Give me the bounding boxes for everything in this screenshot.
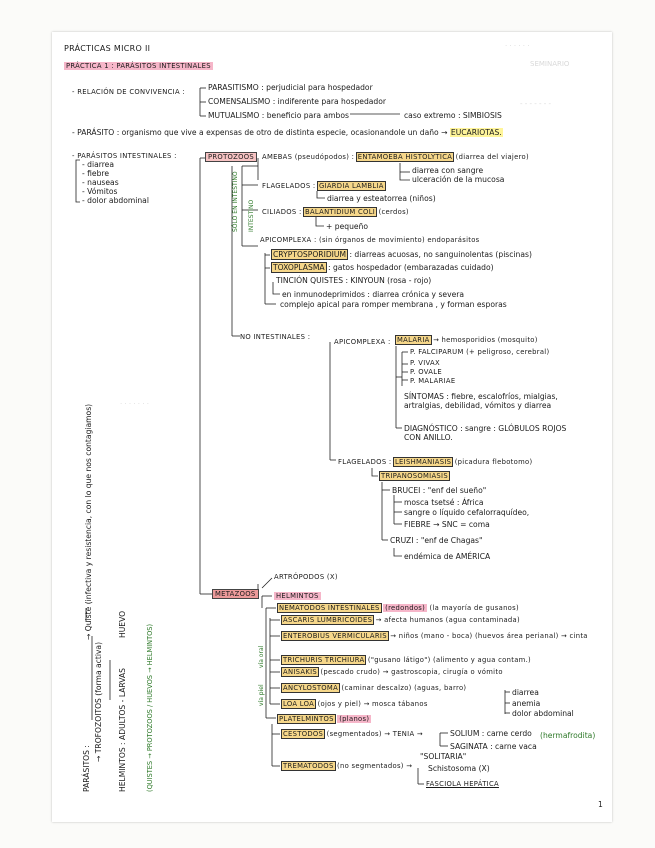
crypto-row: [272, 250, 532, 259]
brucei: BRUCEI : "enf del sueño": [392, 486, 487, 495]
tripanosomiasis: TRIPANOSOMIASIS: [381, 472, 448, 480]
cryptosporidium: CRYPTOSPORIDIUM: [273, 250, 347, 259]
crypto-note: : diarreas acuosas, no sanguinolentas (piscinas): [349, 250, 532, 259]
comensalismo: COMENSALISMO : indiferente para hospedador: [208, 97, 387, 106]
malaria-row: [396, 336, 538, 345]
nematodo-note: (caminar descalzo) (aguas, barro): [341, 684, 467, 692]
cruzi-note: endémica de AMÉRICA: [404, 552, 491, 561]
brucei-note: sangre o líquido cefalorraquídeo,: [404, 508, 530, 517]
metazoos-label: METAZOOS: [212, 589, 259, 599]
tripanosomiasis-row: [380, 472, 449, 481]
quiste-note: → Quiste (infectiva y resistencia, con lo que nos contagiamos): [84, 403, 93, 640]
apicomplexa-label: APICOMPLEXA : (sin órganos de movimiento) endoparásitos: [260, 236, 480, 244]
diagnostico: DIAGNÓSTICO : sangre : GLÓBULOS ROJOS CON ANILLO.: [404, 424, 567, 442]
trematodos-row: [282, 762, 412, 771]
nematodo-item: [282, 700, 428, 709]
vert-via-oral: vía oral: [258, 645, 265, 668]
vert-via-piel: vía piel: [258, 684, 265, 706]
entamoeba: ENTAMOEBA HISTOLYTICA: [357, 153, 453, 161]
amebas-note: diarrea con sangre: [412, 166, 484, 175]
species: P. VIVAX: [410, 359, 440, 367]
protozoos-label: PROTOZOOS: [205, 152, 257, 162]
ciliados-note: + pequeño: [326, 222, 369, 231]
toxo-row: [272, 263, 494, 272]
saginata: SAGINATA : carne vaca: [450, 742, 537, 751]
symptom: - nauseas: [82, 178, 119, 187]
ciliados-label: CILIADOS :: [262, 208, 302, 216]
toxoplasma: TOXOPLASMA: [273, 263, 325, 272]
species: P. MALARIAE: [410, 377, 456, 385]
tincion: TINCIÓN QUISTES : KINYOUN (rosa - rojo): [276, 276, 432, 285]
toxo-note: : gatos hospedador (embarazadas cuidado): [328, 263, 494, 272]
no-int-flagelados: [338, 458, 532, 467]
simbiosis: caso extremo : SIMBIOSIS: [404, 111, 502, 120]
nematodo-name: ASCARIS LUMBRICOIDES: [283, 616, 373, 624]
complejo: complejo apical para romper membrana , y forman esporas: [280, 300, 507, 309]
nematodos: NEMATODOS INTESTINALES: [279, 604, 380, 612]
amebas-extra: (diarrea del viajero): [455, 153, 529, 161]
schistosoma: Schistosoma (X): [428, 764, 490, 773]
huevo-note: HUEVO: [118, 610, 127, 638]
cruzi: CRUZI : "enf de Chagas": [390, 536, 483, 545]
parasitismo: PARASITISMO : perjudicial para hospedador: [208, 83, 373, 92]
nematodo-note: → afecta humanos (agua contaminada): [375, 616, 520, 624]
fasciola: FASCIOLA HEPÁTICA: [426, 780, 499, 788]
nematodo-name: ANCYLOSTOMA: [283, 684, 339, 692]
nematodo-name: LOA LOA: [283, 700, 315, 708]
cestodos: CESTODOS: [283, 730, 324, 738]
eucariotas-tag: EUCARIOTAS.: [450, 128, 502, 137]
practice-heading: [64, 62, 213, 71]
intestinales-label: - PARÁSITOS INTESTINALES :: [72, 152, 177, 160]
amebas-row: [262, 153, 529, 162]
solium: SOLIUM : carne cerdo: [450, 729, 532, 738]
helmintos-box: [274, 592, 321, 601]
nematodo-item: [282, 668, 503, 677]
solitaria: "SOLITARIA": [420, 752, 467, 761]
malaria: MALARIA: [397, 336, 430, 344]
platelmintos-row: [278, 715, 371, 724]
brucei-note: FIEBRE → SNC = coma: [404, 520, 490, 529]
loa-note: dolor abdominal: [512, 709, 574, 718]
no-int-flagelados-label: FLAGELADOS :: [338, 458, 392, 466]
inmuno: en inmunodeprimidos : diarrea crónica y severa: [282, 290, 465, 299]
nematodos-note: (la mayoría de gusanos): [429, 604, 519, 612]
malaria-note: → hemosporidios (mosquito): [433, 336, 538, 344]
nematodos-tag: (redondos): [385, 604, 426, 612]
giardia: GIARDIA LAMBLIA: [318, 182, 384, 190]
ciliados-row: [262, 208, 409, 217]
species: P. OVALE: [410, 368, 442, 376]
loa-note: anemia: [512, 699, 541, 708]
protozoos-box: [205, 153, 257, 162]
symptom: - diarrea: [82, 160, 115, 169]
quistes-note: (QUISTES → PROTOZOOS / HUEVOS → HELMINTOS): [146, 623, 154, 792]
platelmintos-tag: (planos): [339, 715, 370, 723]
parasitos-note: PARÁSITOS :: [82, 745, 91, 792]
helmintos-label: HELMINTOS: [276, 592, 319, 600]
flagelados-label: FLAGELADOS :: [262, 182, 316, 190]
nematodo-item: [282, 684, 466, 693]
loa-note: diarrea: [512, 688, 539, 697]
brucei-note: mosca tsetsé : África: [404, 498, 484, 507]
giardia-note: diarrea y esteatorrea (niños): [327, 194, 436, 203]
amebas-label: AMEBAS (pseudópodos) :: [262, 153, 355, 161]
amebas-note: ulceración de la mucosa: [412, 175, 505, 184]
platelmintos: PLATELMINTOS: [279, 715, 334, 723]
nematodo-item: [282, 616, 520, 625]
symptom: - fiebre: [82, 169, 110, 178]
page-number: 1: [598, 800, 603, 809]
leish-note: (picadura flebotomo): [454, 458, 533, 466]
balantidium: BALANTIDIUM COLI: [305, 208, 376, 216]
sintomas: SÍNTOMAS : fiebre, escalofríos, mialgias, artralgias, debilidad, vómitos y diarrea: [404, 392, 558, 410]
nematodo-note: (ojos y piel) → mosca tábanos: [317, 700, 428, 708]
symptom: - Vómitos: [82, 187, 118, 196]
practice-title: PRÁCTICA 1 : PARÁSITOS INTESTINALES: [66, 62, 211, 70]
helmintos-side-note: HELMINTOS : ADULTOS - LARVAS: [118, 667, 127, 792]
trematodos: TREMATODOS: [283, 762, 334, 770]
metazoos-box: [212, 590, 259, 599]
hermafrodita: (hermafrodita): [540, 731, 596, 740]
artropodos: ARTRÓPODOS (X): [274, 573, 338, 581]
flagelados-row: [262, 182, 385, 191]
nematodo-name: TRICHURIS TRICHIURA: [283, 656, 365, 664]
parasito-text: - PARÁSITO : organismo que vive a expensas de otro de distinta especie, ocasionandole un daño →: [72, 128, 448, 137]
vert-intestino: INTESTINO: [248, 199, 255, 232]
trofozoito-note: → TROFOZOITOS (forma activa): [94, 641, 103, 762]
nematodos-row: [278, 604, 519, 613]
leishmaniasis: LEISHMANIASIS: [394, 458, 452, 466]
ciliados-extra: (cerdos): [378, 208, 409, 216]
no-intestinales-label: NO INTESTINALES :: [240, 333, 311, 341]
parasito-definition: [72, 128, 503, 137]
relacion-label: - RELACIÓN DE CONVIVENCIA :: [72, 88, 185, 96]
vert-solo-intestino: SÓLO EN INTESTINO: [232, 171, 239, 232]
trematodos-note: (no segmentados) →: [337, 762, 413, 770]
cestodos-note: (segmentados) → TENIA →: [326, 730, 423, 738]
nematodo-note: → niños (mano - boca) (huevos área perianal) → cinta: [390, 632, 588, 640]
nematodo-name: ENTEROBIUS VERMICULARIS: [283, 632, 387, 640]
symptom: - dolor abdominal: [82, 196, 149, 205]
cestodos-row: [282, 730, 423, 739]
nematodo-item: [282, 632, 588, 641]
nematodo-item: [282, 656, 531, 665]
nematodo-note: (pescado crudo) → gastroscopia, cirugía o vómito: [320, 668, 503, 676]
nematodo-note: ("gusano látigo") (alimento y agua contam.): [367, 656, 532, 664]
no-int-apicomplexa: APICOMPLEXA :: [334, 338, 391, 346]
species: P. FALCIPARUM (+ peligroso, cerebral): [410, 348, 550, 356]
nematodo-name: ANISAKIS: [283, 668, 318, 676]
page-title: PRÁCTICAS MICRO II: [64, 44, 151, 53]
mutualismo: MUTUALISMO : beneficio para ambos: [208, 111, 349, 120]
